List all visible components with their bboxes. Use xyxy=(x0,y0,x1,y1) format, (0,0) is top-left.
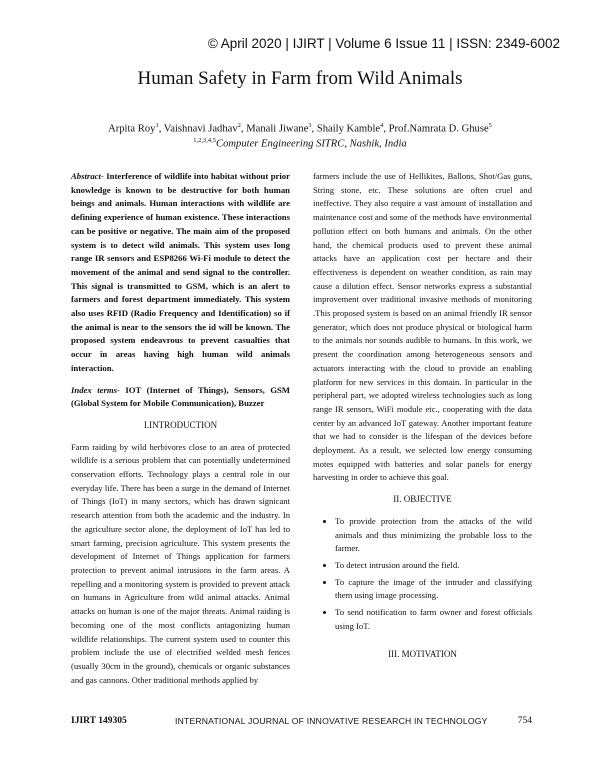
author-list: Arpita Roy$^1$, Vaishnavi Jadhav$^2$, Manali Jiwane$^3$, Shaily Kamble$^4$, Prof.Namrata D. Ghuse$^5$ xyxy=(108,122,492,135)
author-name: Prof.Namrata D. Ghuse xyxy=(388,123,489,135)
objective-list xyxy=(313,515,532,634)
author-name: Shaily Kamble xyxy=(316,123,381,135)
author-name: Manali Jiwane xyxy=(246,123,309,135)
journal-header: © April 2020 | IJIRT | Volume 6 Issue 11 | ISSN: 2349-6002 xyxy=(207,36,560,51)
footer-journal-name: INTERNATIONAL JOURNAL OF INNOVATIVE RESEARCH IN TECHNOLOGY xyxy=(175,716,488,726)
footer-journal-id: IJIRT 149305 xyxy=(71,716,127,726)
paper-title: Human Safety in Farm from Wild Animals xyxy=(137,68,463,89)
page-number: 754 xyxy=(517,716,532,726)
objective-item: • To provide protection from the attacks of the wild animals and thus minimizing the probable loss to the farmer. xyxy=(335,515,532,556)
affiliation: $^{1,2,3,4,5}$Computer Engineering SITRC, Nashik, India xyxy=(193,137,407,150)
objective-item: • To send notification to farm owner and forest officials using IoT. xyxy=(335,606,532,633)
section-heading-objective: II. OBJECTIVE xyxy=(393,494,452,505)
objective-item: • To capture the image of the intruder and classifying them using image processing. xyxy=(335,576,532,603)
author-name: Vaishnavi Jadhav xyxy=(163,123,238,135)
section-heading-introduction: I.INTRODUCTION xyxy=(143,419,218,430)
index-terms: Index terms- IOT (Internet of Things), Sensors, GSM (Global System for Mobile Communication), Buzzer xyxy=(71,384,291,409)
objective-item: • To detect intrusion around the field. xyxy=(335,559,532,573)
left-column xyxy=(71,170,290,687)
section-heading-motivation: III. MOTIVATION xyxy=(388,648,457,659)
author-name: Arpita Roy xyxy=(108,123,156,135)
abstract: Abstract- Interference of wildlife into habitat without prior knowledge is known to be destructive for both human beings and animals. Human interactions with wildlife are defining experience of human existence. These interactions can be positive or negative. The main aim of the proposed system is to detect wild animals. This system uses long range IR sensors and ESP8266 Wi-Fi module to detect the movement of the animal and send signal to the controller. This signal is transmitted to GSM, which is an alert to farmers and forest department immediately. This system also uses RFID (Radio Frequency and Identification) so if the animal is near to the sensors the id will be known. The proposed system endeavrous to prevent casualties that occur in areas having high human wild animals interaction. xyxy=(71,171,290,373)
introduction-continued-text: farmers include the use of Hellikites, Ballons, Shot/Gas guns, String stone, etc. These solutions are often cruel and ineffective. They also require a vast amount of installation and maintenance cost and some of the methods have environmental pollution effect on both humans and animals. On the other hand, the chemical products used to prevent these animal attacks have an application cost per hectare and their effectiveness is dependent on weather condition, as rain may cause a dilution effect. Sensor networks express a substantial improvement over traditional invasive methods of monitoring .This proposed system is based on an animal friendly IR sensor generator, which does not produce physical or biological harm to the animals nor sounds audible to humans. In this work, we present the coordination among heterogeneous sensors and actuators interacting with the cloud to provide an enabling platform for new services in this domain. In particular in the peripheral part, we adopted wireless technologies such as long range IR sensors, WiFi module etc., cooperating with the data center by an advanced IoT gateway. Another important feature that we had to consider is the lifespan of the devices before deployment. As a result, we selected low energy consuming motes equipped with batteries and solar panels for energy harvesting in order to achieve this goal. xyxy=(313,171,532,483)
right-column xyxy=(313,170,532,669)
introduction-text: Farm raiding by wild herbivores close to an area of protected wildlife is a serious problem that can potentially undetermined conservation efforts. Technology plays a central role in our everyday life. There has been a surge in the demand of Internet of Things (IoT) in many sectors, which has drawn signicant research attention from both the academic and the industry. In the agriculture sector alone, the deployment of IoT has led to smart farming, precision agriculture. This system presents the development of Internet of Things application for farmers protection to prevent animal intrusions in the farm areas. A repelling and a monitoring system is provided to prevent attack on humans in Agriculture from wild animal attacks. Animal attacks on human is one of the major threats. Animal raiding is becoming one of the most conflicts antagonizing human wildlife relationships. The current system used to counter this problem include the use of electrified welded mesh fences (usually 30cm in the ground), chemicals or organic substances and gas cannons. Other traditional methods applied by xyxy=(71,441,290,685)
